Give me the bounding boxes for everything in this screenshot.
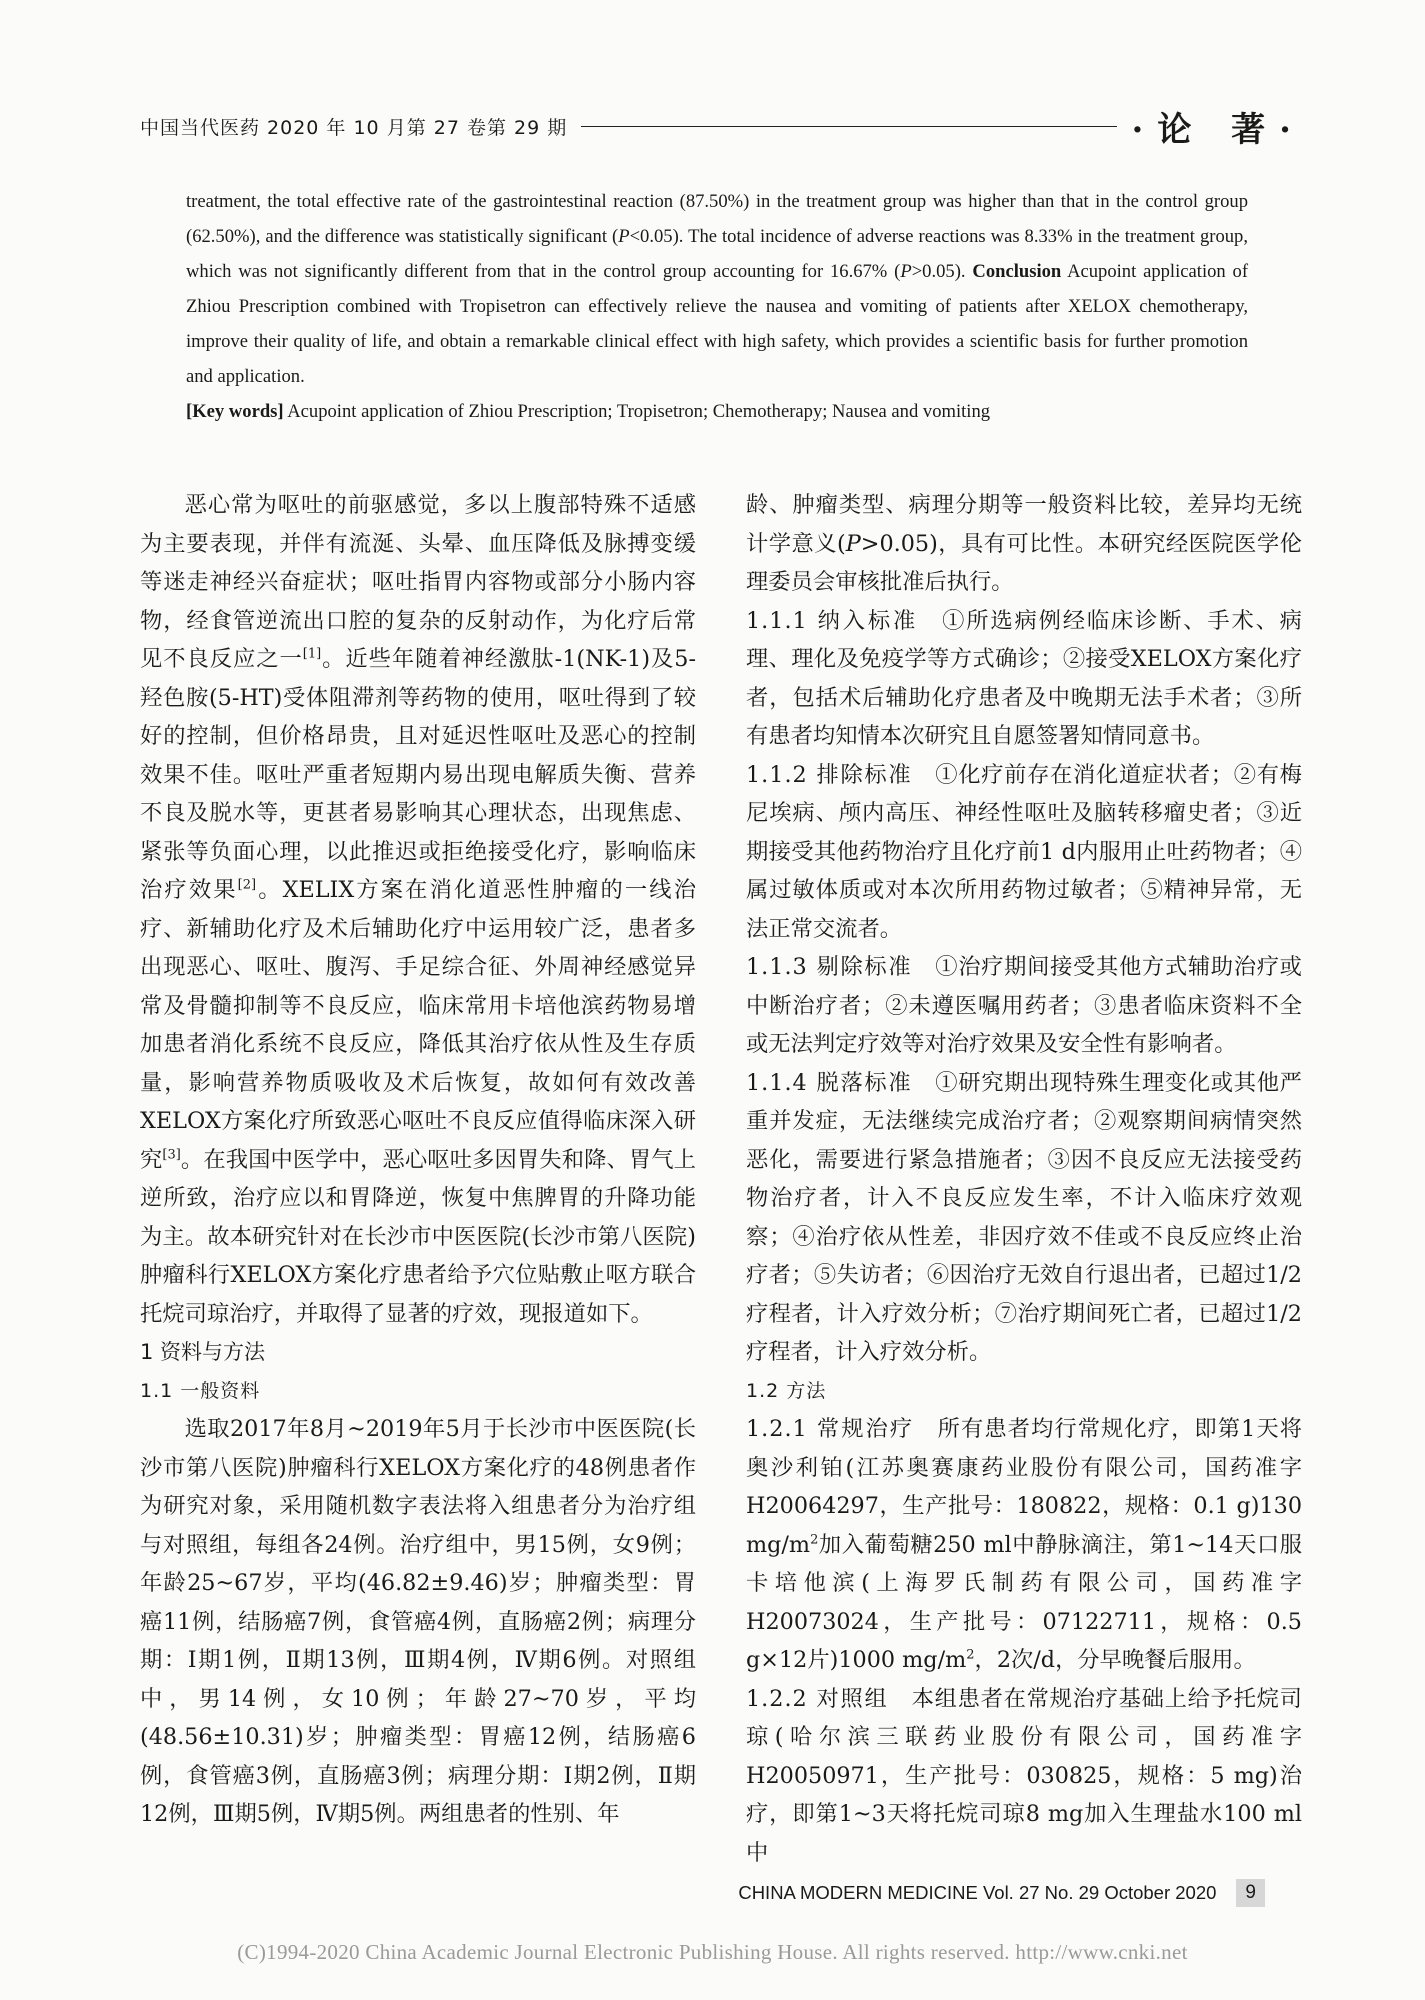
general-data-paragraph: 选取2017年8月~2019年5月于长沙市中医医院(长沙市第八医院)肿瘤科行XELOX方案化疗的48例患者作为研究对象，采用随机数字表法将入组患者分为治疗组与对照组，每组各24例。治疗组中，男15例，女9例；年龄25~67岁，平均(46.82±9.46)岁；肿瘤类型：胃癌11例，结肠癌7例，食管癌4例，直肠癌2例；病理分期：Ⅰ期1例，Ⅱ期13例，Ⅲ期4例，Ⅳ期6例。对照组中，男14例，女10例；年龄27~70岁，平均(48.56±10.31)岁；肿瘤类型：胃癌12例，结肠癌6例，食管癌3例，直肠癌3例；病理分期：Ⅰ期2例，Ⅱ期12例，Ⅲ期5例，Ⅳ期5例。两组患者的性别、年 bbox=[140, 1416, 696, 1827]
english-abstract bbox=[186, 184, 1248, 429]
conclusion-label: Conclusion bbox=[972, 261, 1062, 282]
page-number: 9 bbox=[1236, 1879, 1265, 1907]
body-text: 所有患者均行常规化疗，即第1天将奥沙利铂(江苏奥赛康药业股份有限公司，国药准字H20064297，生产批号：180822，规格：0.1 g)130 mg/m bbox=[746, 1416, 1303, 1558]
heading-general-data: 1.1 一般资料 bbox=[140, 1379, 261, 1402]
right-column bbox=[746, 486, 1302, 1872]
p-symbol: P bbox=[618, 226, 630, 247]
abstract-body bbox=[186, 184, 1248, 394]
abstract-text: treatment, the total effective rate of the gastrointestinal reaction (87.50%) in the treatment group was higher than that in the control group (62.50%), and the difference was statistically significant ( bbox=[186, 191, 1248, 247]
exclusion-criteria bbox=[746, 756, 1302, 949]
abstract-text: >0.05). bbox=[911, 261, 973, 282]
subheading-label: 1.1.4 脱落标准 bbox=[746, 1069, 913, 1096]
body-text: 本组患者在常规治疗基础上给予托烷司琼(哈尔滨三联药业股份有限公司，国药准字H20050971，生产批号：030825，规格：5 mg)治疗，即第1~3天将托烷司琼8 mg加入生理盐水100 ml中 bbox=[746, 1685, 1302, 1866]
body-text: 加入葡萄糖250 ml中静脉滴注，第1~14天口服卡培他滨(上海罗氏制药有限公司，国药准字H20073024，生产批号：07122711，规格：0.5 g×12片)1000 mg/m bbox=[746, 1531, 1302, 1673]
citation-ref: [2] bbox=[237, 877, 257, 893]
body-text: ①化疗前存在消化道症状者；②有梅尼埃病、颅内高压、神经性呕吐及脑转移瘤史者；③近期接受其他药物治疗且化疗前1 d内服用止吐药物者；④属过敏体质或对本次所用药物过敏者；⑤精神异常，无法正常交流者。 bbox=[746, 761, 1302, 942]
body-text: >0.05)，具有可比性。本研究经医院医学伦理委员会审核批准后执行。 bbox=[746, 530, 1302, 595]
subheading-label: 1.2.2 对照组 bbox=[746, 1685, 889, 1712]
body-text: 龄、肿瘤类型、病理分期等一般资料比较，差异均无统计学意义( bbox=[746, 492, 1302, 557]
intro-paragraph bbox=[140, 486, 696, 1333]
heading-methods: 1.2 方法 bbox=[746, 1379, 827, 1402]
section-title: ·论 著· bbox=[1131, 109, 1305, 150]
intro-text: 恶心常为呕吐的前驱感觉，多以上腹部特殊不适感为主要表现，并伴有流涎、头晕、血压降低及脉搏变缓等迷走神经兴奋症状；呕吐指胃内容物或部分小肠内容物，经食管逆流出口腔的复杂的反射动作，为化疗后常见不良反应之一 bbox=[140, 492, 696, 672]
conclusion-text: Acupoint application of Zhiou Prescription combined with Tropisetron can effectively relieve the nausea and vomiting of patients after XELOX chemotherapy, improve their quality of life, and obtain a remarkable clinical effect with high safety, which provides a scientific basis for further promotion and application. bbox=[186, 261, 1249, 387]
keywords-label: [Key words] bbox=[186, 401, 284, 422]
left-column bbox=[140, 486, 696, 1834]
subheading-label: 1.1.1 纳入标准 bbox=[746, 607, 919, 634]
heading-materials-methods: 1 资料与方法 bbox=[140, 1340, 266, 1364]
subheading-label: 1.1.2 排除标准 bbox=[746, 761, 913, 788]
removal-criteria bbox=[746, 948, 1302, 1064]
intro-text: 。在我国中医学中，恶心呕吐多因胃失和降、胃气上逆所致，治疗应以和胃降逆，恢复中焦脾胃的升降功能为主。故本研究针对在长沙市中医医院(长沙市第八医院)肿瘤科行XELOX方案化疗患者给予穴位贴敷止呕方联合托烷司琼治疗，并取得了显著的疗效，现报道如下。 bbox=[140, 1146, 696, 1327]
journal-citation: 中国当代医药 2020 年 10 月第 27 卷第 29 期 bbox=[140, 116, 568, 139]
page-footer bbox=[705, 1877, 1265, 1909]
intro-text: 。近些年随着神经激肽-1(NK-1)及5-羟色胺(5-HT)受体阻滞剂等药物的使用，呕吐得到了较好的控制，但价格昂贵，且对延迟性呕吐及恶心的控制效果不佳。呕吐严重者短期内易出现电解质失衡、营养不良及脱水等，更甚者易影响其心理状态，出现焦虑、紧张等负面心理，以此推迟或拒绝接受化疗，影响临床治疗效果 bbox=[140, 646, 696, 903]
dropout-criteria bbox=[746, 1064, 1302, 1372]
body-text: ，2次/d，分早晚餐后服用。 bbox=[974, 1647, 1256, 1673]
p-symbol: P bbox=[845, 530, 861, 557]
intro-text: 。XELIX方案在消化道恶性肿瘤的一线治疗、新辅助化疗及术后辅助化疗中运用较广泛，患者多出现恶心、呕吐、腹泻、手足综合征、外周神经感觉异常及骨髓抑制等不良反应，临床常用卡培他滨药物易增加患者消化系统不良反应，降低其治疗依从性及生存质量，影响营养物质吸收及术后恢复，故如何有效改善XELOX方案化疗所致恶心呕吐不良反应值得临床深入研究 bbox=[140, 877, 696, 1173]
citation-ref: [3] bbox=[162, 1147, 181, 1163]
body-text: ①研究期出现特殊生理变化或其他严重并发症，无法继续完成治疗者；②观察期间病情突然恶化，需要进行紧急措施者；③因不良反应无法接受药物治疗者，计入不良反应发生率，不计入临床疗效观察；④治疗依从性差，非因疗效不佳或不良反应终止治疗者；⑤失访者；⑥因治疗无效自行退出者，已超过1/2疗程者，计入疗效分析；⑦治疗期间死亡者，已超过1/2疗程者，计入疗效分析。 bbox=[746, 1069, 1302, 1365]
abstract-text: <0.05). The total incidence of adverse reactions was 8.33% in the treatment group, which was not significantly different from that in the control group accounting for 16.67% ( bbox=[186, 226, 1248, 282]
header-rule bbox=[581, 126, 1117, 127]
superscript: 2 bbox=[810, 1532, 819, 1548]
body-text: ①治疗期间接受其他方式辅助治疗或中断治疗者；②未遵医嘱用药者；③患者临床资料不全或无法判定疗效等对治疗效果及安全性有影响者。 bbox=[746, 954, 1302, 1057]
copyright-notice: (C)1994-2020 China Academic Journal Electronic Publishing House. All rights reserved. http://www.cnki.net bbox=[237, 1940, 1188, 1964]
body-text: ①所选病例经临床诊断、手术、病理、理化及免疫学等方式确诊；②接受XELOX方案化疗者，包括术后辅助化疗患者及中晚期无法手术者；③所有患者均知情本次研究且自愿签署知情同意书。 bbox=[746, 607, 1302, 749]
control-group bbox=[746, 1680, 1302, 1873]
subheading-label: 1.2.1 常规治疗 bbox=[746, 1416, 915, 1442]
keywords-text: Acupoint application of Zhiou Prescription; Tropisetron; Chemotherapy; Nausea and vomiting bbox=[283, 401, 991, 422]
inclusion-criteria bbox=[746, 602, 1302, 756]
keywords bbox=[186, 394, 1248, 429]
journal-footer: CHINA MODERN MEDICINE Vol. 27 No. 29 October 2020 bbox=[738, 1882, 1217, 1903]
running-header bbox=[140, 104, 1305, 148]
subheading-label: 1.1.3 剔除标准 bbox=[746, 954, 913, 980]
citation-ref: [1] bbox=[302, 646, 322, 662]
superscript: 2 bbox=[966, 1647, 975, 1663]
continuation-paragraph bbox=[746, 486, 1302, 602]
p-symbol: P bbox=[900, 261, 912, 282]
routine-treatment bbox=[746, 1410, 1302, 1680]
